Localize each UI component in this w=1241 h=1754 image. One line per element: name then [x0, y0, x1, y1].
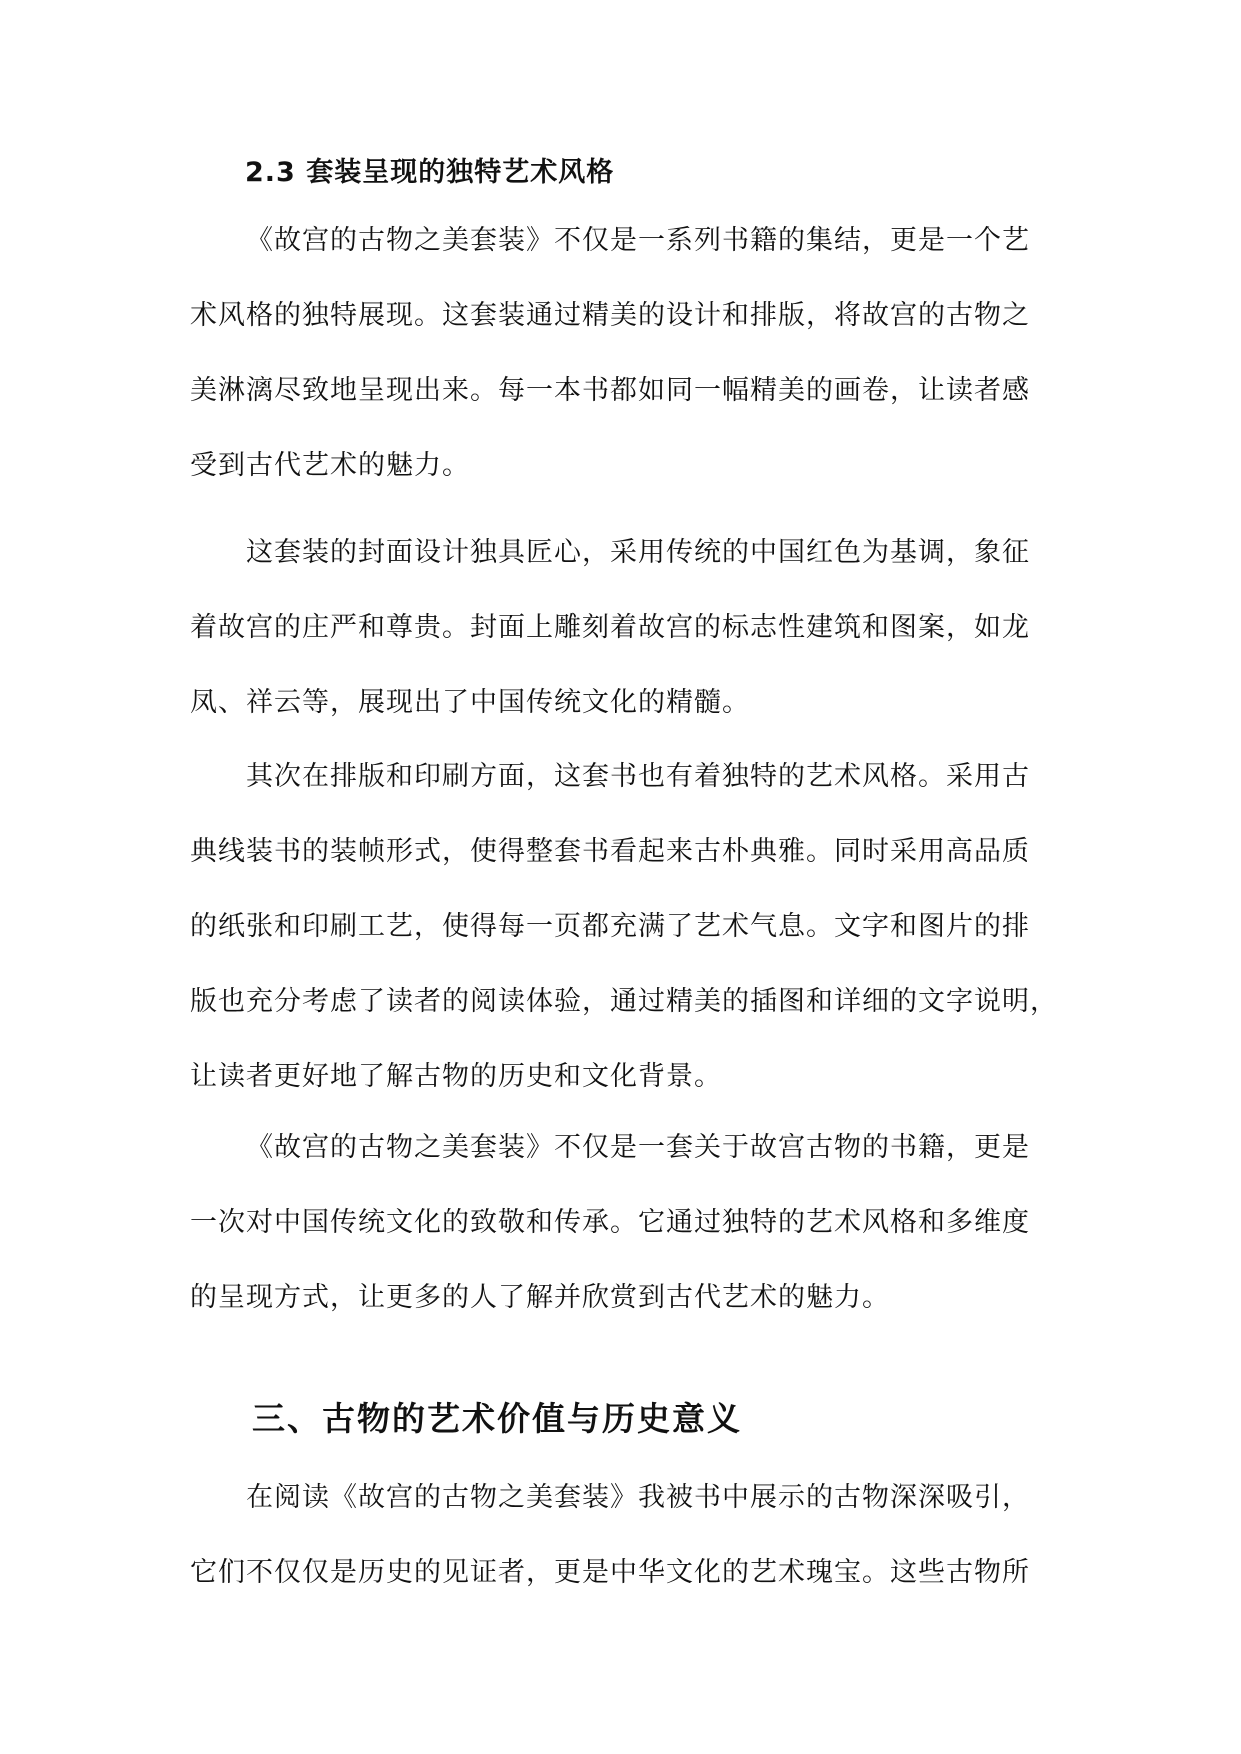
paragraph — [190, 203, 1060, 503]
paragraph-line: 其次在排版和印刷方面，这套书也有着独特的艺术风格。采用古 — [246, 761, 1030, 792]
paragraph-line: 它们不仅仅是历史的见证者，更是中华文化的艺术瑰宝。这些古物所 — [190, 1557, 1030, 1588]
subsection-heading: 2.3 套装呈现的独特艺术风格 — [245, 157, 615, 188]
paragraph — [190, 515, 1060, 740]
paragraph-line: 凤、祥云等，展现出了中国传统文化的精髓。 — [190, 687, 750, 718]
paragraph — [190, 1460, 1060, 1610]
paragraph — [190, 1110, 1060, 1335]
paragraph-line: 受到古代艺术的魅力。 — [190, 450, 470, 481]
section-heading: 三、古物的艺术价值与历史意义 — [252, 1399, 742, 1438]
paragraph-line: 这套装的封面设计独具匠心，采用传统的中国红色为基调，象征 — [246, 537, 1030, 568]
paragraph-line: 一次对中国传统文化的致敬和传承。它通过独特的艺术风格和多维度 — [190, 1207, 1030, 1238]
paragraph-line: 的呈现方式，让更多的人了解并欣赏到古代艺术的魅力。 — [190, 1282, 890, 1313]
paragraph-line: 在阅读《故宫的古物之美套装》我被书中展示的古物深深吸引， — [246, 1482, 1030, 1513]
paragraph-line: 着故宫的庄严和尊贵。封面上雕刻着故宫的标志性建筑和图案，如龙 — [190, 612, 1030, 643]
paragraph-line: 《故宫的古物之美套装》不仅是一系列书籍的集结，更是一个艺 — [246, 225, 1030, 256]
paragraph-line: 《故宫的古物之美套装》不仅是一套关于故宫古物的书籍，更是 — [246, 1132, 1030, 1163]
paragraph-line: 术风格的独特展现。这套装通过精美的设计和排版，将故宫的古物之 — [190, 300, 1030, 331]
paragraph-line: 典线装书的装帧形式，使得整套书看起来古朴典雅。同时采用高品质 — [190, 836, 1030, 867]
paragraph-line: 版也充分考虑了读者的阅读体验，通过精美的插图和详细的文字说明， — [190, 986, 1058, 1017]
paragraph-line: 让读者更好地了解古物的历史和文化背景。 — [190, 1061, 722, 1092]
paragraph-line: 美淋漓尽致地呈现出来。每一本书都如同一幅精美的画卷，让读者感 — [190, 375, 1030, 406]
paragraph — [190, 739, 1060, 1114]
paragraph-line: 的纸张和印刷工艺，使得每一页都充满了艺术气息。文字和图片的排 — [190, 911, 1030, 942]
